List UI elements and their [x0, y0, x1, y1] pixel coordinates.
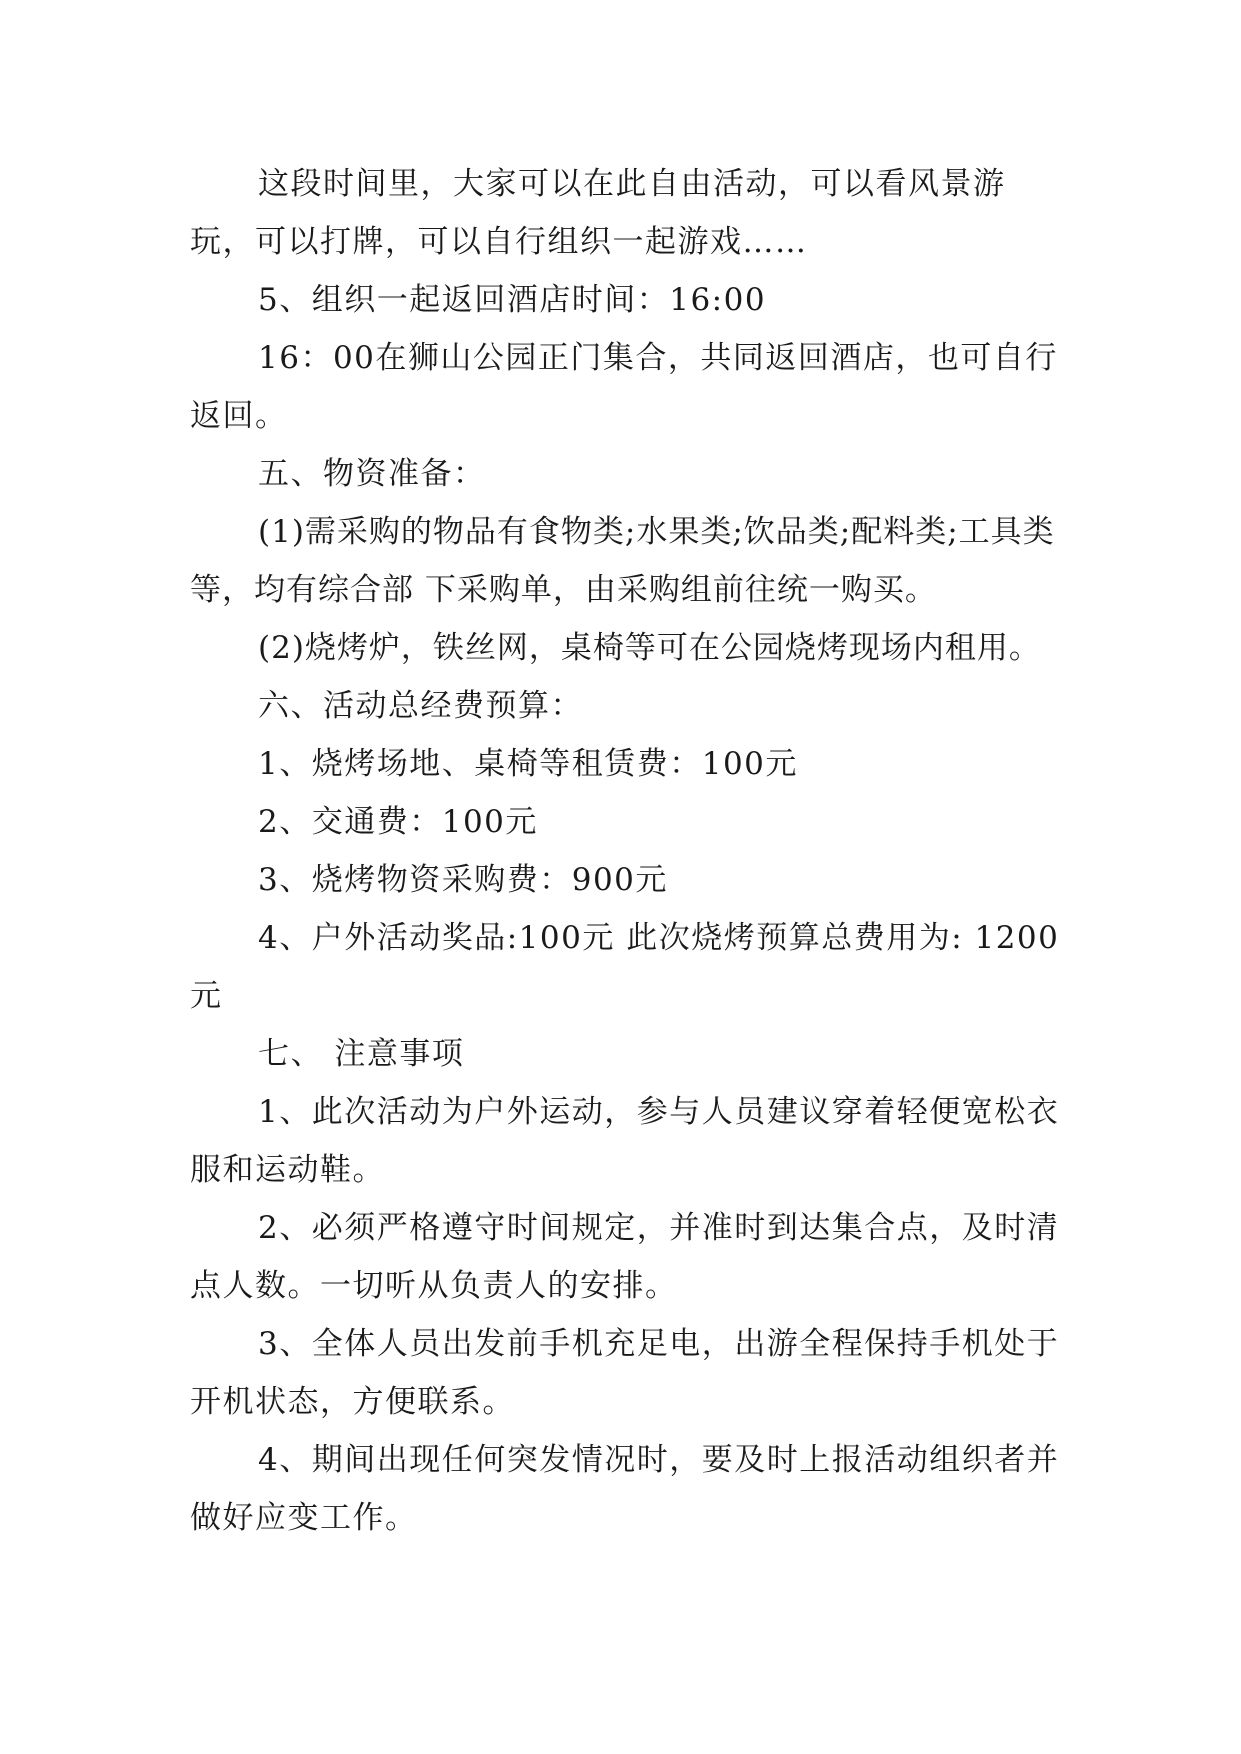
- budget-item-supplies: 3、烧烤物资采购费：900元: [258, 862, 668, 898]
- paragraph-return-time: 5、组织一起返回酒店时间：16:00: [258, 282, 767, 318]
- note-item-clothing: 1、此次活动为户外运动，参与人员建议穿着轻便宽松衣服和运动鞋。: [190, 1094, 1060, 1188]
- paragraph-free-activity: 这段时间里，大家可以在此自由活动，可以看风景游玩，可以打牌，可以自行组织一起游戏……: [190, 166, 1006, 260]
- paragraph-assembly: 16：00在狮山公园正门集合，共同返回酒店，也可自行返回。: [190, 340, 1058, 434]
- paragraph-rental: (2)烧烤炉，铁丝网，桌椅等可在公园烧烤现场内租用。: [258, 630, 1041, 666]
- note-item-time: 2、必须严格遵守时间规定，并准时到达集合点，及时清点人数。一切听从负责人的安排。: [190, 1210, 1060, 1304]
- document-page: [190, 155, 1065, 1547]
- section-heading-budget: 六、活动总经费预算：: [258, 688, 583, 724]
- section-heading-notes: 七、 注意事项: [258, 1036, 465, 1072]
- section-heading-supplies: 五、物资准备：: [258, 456, 486, 492]
- budget-item-transport: 2、交通费：100元: [258, 804, 538, 840]
- paragraph-purchase-items: (1)需采购的物品有食物类;水果类;饮品类;配料类;工具类等，均有综合部 下采购单，由采购组前往统一购买。: [190, 514, 1055, 608]
- budget-item-venue: 1、烧烤场地、桌椅等租赁费：100元: [258, 746, 798, 782]
- note-item-emergency: 4、期间出现任何突发情况时，要及时上报活动组织者并做好应变工作。: [190, 1442, 1060, 1536]
- budget-item-prizes-total: 4、户外活动奖品:100元 此次烧烤预算总费用为: 1200元: [190, 920, 1060, 1014]
- note-item-phone: 3、全体人员出发前手机充足电，出游全程保持手机处于开机状态，方便联系。: [190, 1326, 1060, 1420]
